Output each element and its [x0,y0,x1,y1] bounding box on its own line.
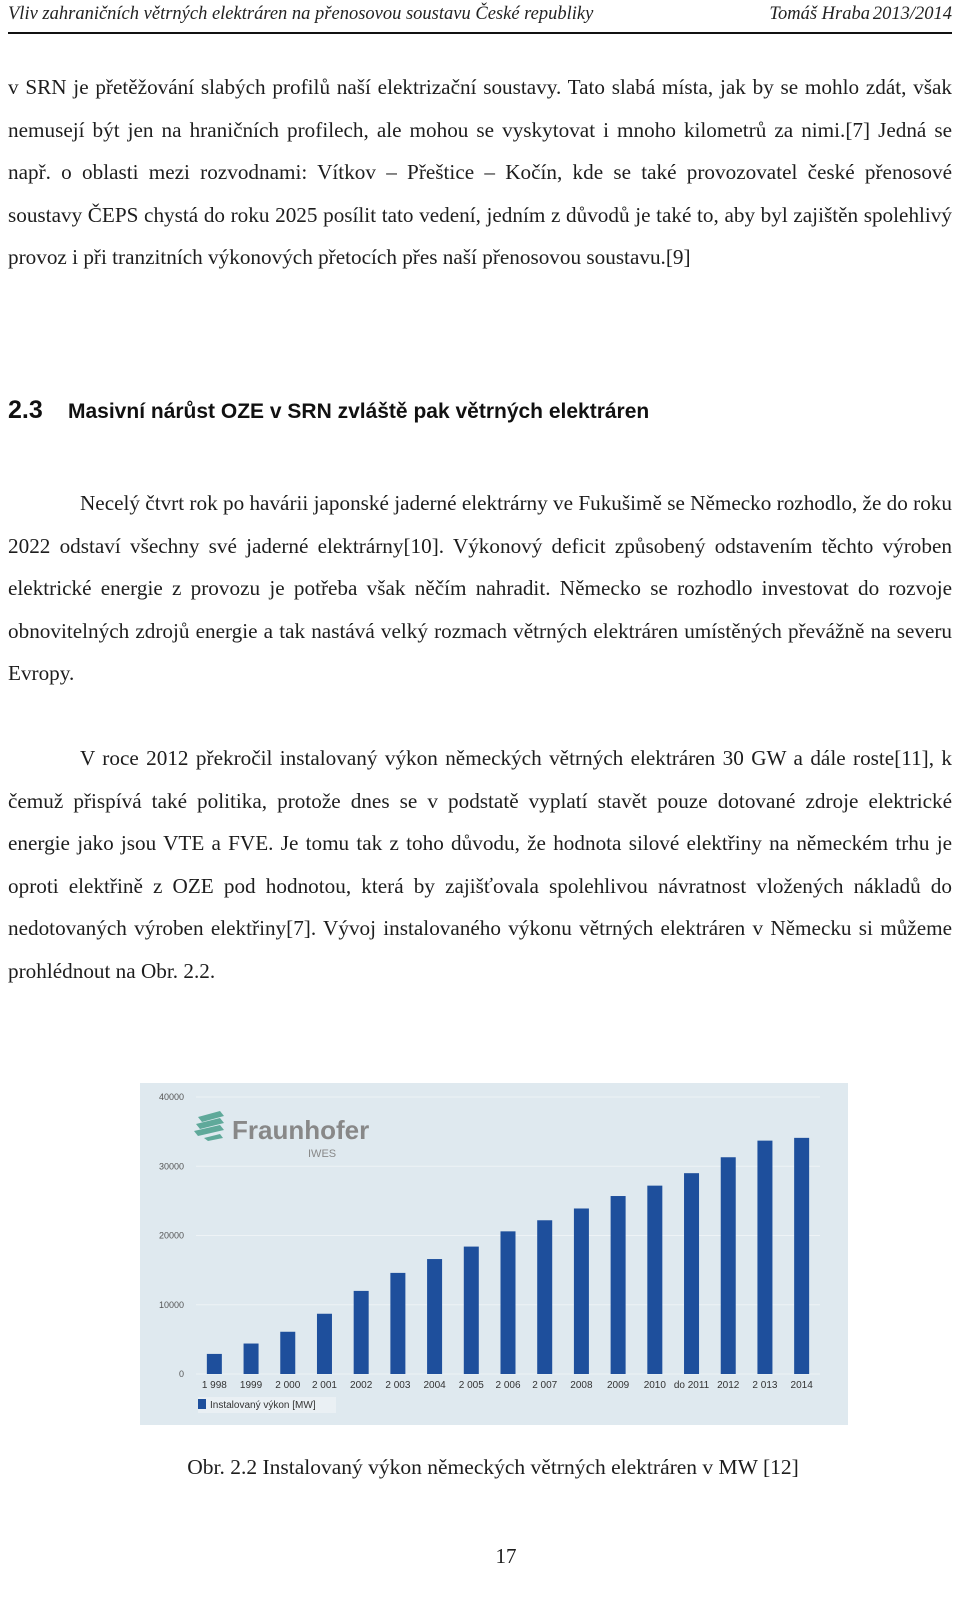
x-tick-label: 2 006 [495,1380,521,1391]
bar [501,1231,516,1374]
chart-legend [198,1397,336,1413]
x-tick-label: 2009 [606,1380,630,1391]
figure-caption: Obr. 2.2 Instalovaný výkon německých větrných elektráren v MW [12] [187,1455,799,1479]
fraunhofer-logo-subtext: IWES [308,1148,337,1160]
page-number: 17 [495,1544,517,1568]
legend-label: Instalovaný výkon [MW] [210,1400,316,1411]
legend-swatch [198,1399,206,1409]
x-tick-label: 2 000 [275,1380,301,1391]
header-rule [8,32,952,34]
paragraph-2: Necelý čtvrt rok po havárii japonské jaderné elektrárny ve Fukušimě se Německo rozhodlo, že do roku 2022 odstaví všechny své jaderné elektrárny[10]. Výkonový deficit způsobený odstavením těchto výroben elektrické energie z provozu je potřeba však něčím nahradit. Německo se rozhodlo investovat do rozvoje obnovitelných zdrojů energie a tak nastává velký rozmach větrných elektráren umístěných převážně na severu Evropy. [8,491,952,686]
x-tick-label: 2 007 [532,1380,558,1391]
bar-chart [140,1083,848,1425]
bar [207,1354,222,1374]
x-tick-label: 2014 [790,1380,813,1391]
bar [354,1291,369,1374]
bar [574,1208,589,1374]
page-header [8,4,952,30]
x-tick-label: 2004 [423,1380,446,1391]
bar [794,1138,809,1374]
bar [280,1332,295,1374]
x-tick-label: 2 001 [311,1380,337,1391]
fraunhofer-logo-icon [194,1111,224,1141]
section-title: Masivní nárůst OZE v SRN zvláště pak větrných elektráren [68,400,650,423]
header-year: 2013/2014 [872,4,952,24]
x-tick-label: 2 003 [385,1380,411,1391]
header-author: Tomáš Hraba [769,4,870,24]
y-tick-label: 0 [178,1369,184,1379]
y-tick-label: 20000 [158,1230,184,1241]
bar [537,1220,552,1374]
x-tick-label: 2002 [350,1380,373,1391]
x-tick-label: 1 998 [201,1380,227,1391]
bar [757,1141,772,1374]
bar [464,1247,479,1374]
bar [390,1273,405,1374]
bar [647,1186,662,1374]
x-tick-label: 2 005 [458,1380,484,1391]
section-number: 2.3 [8,396,43,424]
bar [721,1157,736,1374]
bar [684,1173,699,1374]
y-tick-label: 10000 [158,1299,184,1310]
bar [317,1314,332,1374]
x-tick-label: 2010 [643,1380,666,1391]
x-tick-label: 1999 [239,1380,263,1391]
paragraph-3: V roce 2012 překročil instalovaný výkon německých větrných elektráren 30 GW a dále roste[11], k čemuž přispívá také politika, protože dnes se v podstatě vyplatí stavět pouze dotované zdroje elektrické energie jako jsou VTE a FVE. Je tomu tak z toho důvodu, že hodnota silové elektřiny na německém trhu je oproti elektřině z OZE pod hodnotou, která by zajišťovala spolehlivou návratnost vložených nákladů do nedotovaných výroben elektřiny[7]. Vývoj instalovaného výkonu větrných elektráren v Německu si můžeme prohlédnout na Obr. 2.2. [8,746,952,983]
wind-capacity-figure [140,1083,848,1425]
x-tick-label: 2008 [570,1380,593,1391]
y-tick-label: 40000 [158,1092,184,1102]
paragraph-1: v SRN je přetěžování slabých profilů naší elektrizační soustavy. Tato slabá místa, jak by se mohlo zdát, však nemusejí být jen na hraničních profilech, ale mohou se vyskytovat i mnoho kilometrů za nimi.[7] Jedná se např. o oblasti mezi rozvodnami: Vítkov – Přeštice – Kočín, kde se také provozovatel české přenosové soustavy ČEPS chystá do roku 2025 posílit tato vedení, jedním z důvodů je také to, aby byl zajištěn spolehlivý provoz i při tranzitních výkonových přetocích přes naší přenosovou soustavu.[9] [8,75,952,270]
fraunhofer-logo [194,1111,369,1160]
x-tick-label: 2012 [717,1380,740,1391]
bar [427,1259,442,1374]
header-title: Vliv zahraničních větrných elektráren na přenosovou soustavu České republiky [8,4,594,24]
x-tick-label: do 2011 [673,1380,710,1391]
x-tick-label: 2 013 [752,1380,778,1391]
fraunhofer-logo-text: Fraunhofer [232,1115,370,1145]
bar [244,1344,259,1374]
bar [611,1196,626,1374]
section-heading [8,392,952,436]
y-tick-label: 30000 [158,1161,184,1172]
